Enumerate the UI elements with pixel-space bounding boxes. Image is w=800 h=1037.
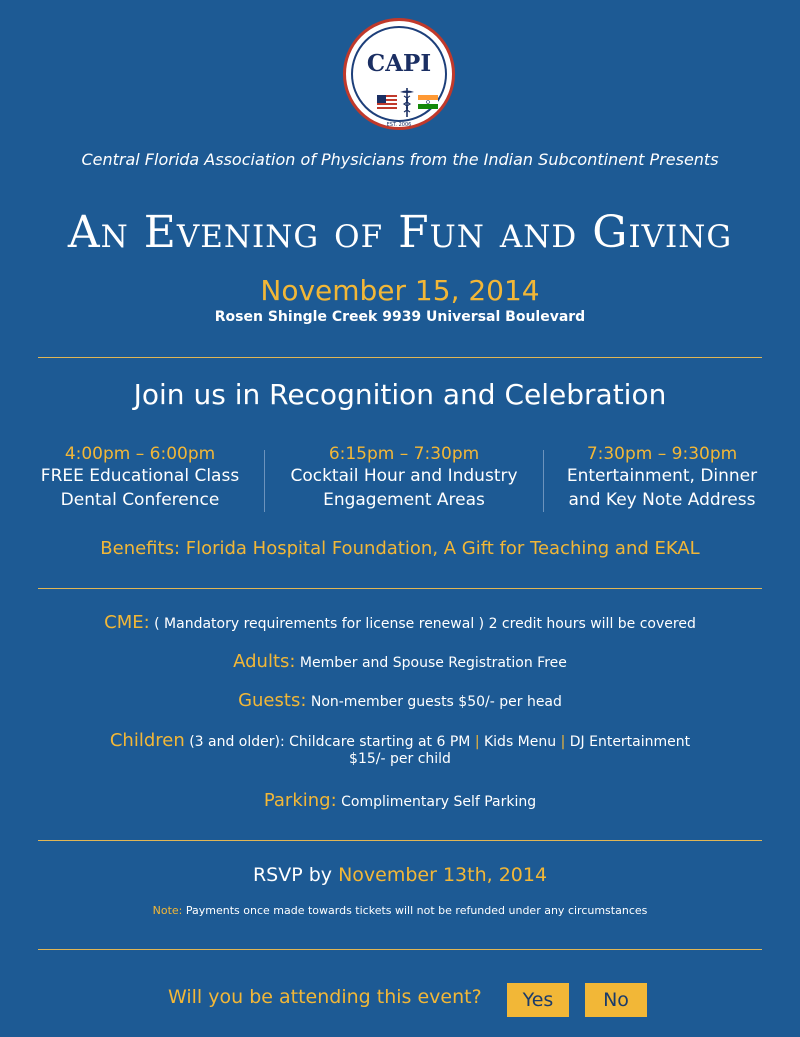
- schedule-time: 7:30pm – 9:30pm: [586, 444, 738, 464]
- column-separator: [264, 450, 265, 512]
- parking-text: Complimentary Self Parking: [341, 794, 537, 810]
- rsvp-date: November 13th, 2014: [338, 864, 548, 886]
- schedule-desc: FREE Educational Class: [40, 466, 240, 486]
- presenter-line: Central Florida Association of Physicians from the Indian Subcontinent Presents: [81, 150, 719, 169]
- caduceus-icon: [399, 86, 415, 118]
- yes-button[interactable]: Yes: [507, 983, 569, 1017]
- children-price: $15/- per child: [349, 751, 451, 767]
- benefits-line: Benefits: Florida Hospital Foundation, A Gift for Teaching and EKAL: [100, 538, 700, 559]
- guests-line: [0, 690, 800, 711]
- event-title: An Evening of Fun and Giving: [67, 207, 733, 258]
- india-flag-icon: [418, 95, 438, 109]
- separator: |: [560, 734, 566, 750]
- parking-line: [0, 790, 800, 811]
- schedule-desc: and Key Note Address: [568, 490, 756, 510]
- adults-line: [0, 651, 800, 672]
- note-text: Payments once made towards tickets will not be refunded under any circumstances: [185, 904, 648, 917]
- no-button[interactable]: No: [585, 983, 647, 1017]
- event-date: November 15, 2014: [260, 274, 540, 307]
- schedule-desc: Cocktail Hour and Industry: [290, 466, 518, 486]
- adults-label: Adults:: [233, 651, 296, 672]
- logo-text: CAPI: [366, 50, 432, 77]
- attendance-question: Will you be attending this event?: [168, 986, 482, 1008]
- rsvp-line: [0, 864, 800, 886]
- capi-logo: [343, 18, 455, 130]
- guests-text: Non-member guests $50/- per head: [310, 694, 562, 710]
- us-flag-icon: [377, 95, 397, 109]
- divider: [38, 588, 762, 589]
- join-heading: Join us in Recognition and Celebration: [133, 378, 667, 411]
- rsvp-prefix: RSVP by: [252, 864, 333, 886]
- children-text: DJ Entertainment: [569, 734, 691, 750]
- logo-tagline: EST. 2006: [386, 122, 412, 128]
- schedule-block-1: [10, 444, 270, 512]
- note-label: Note:: [152, 904, 183, 917]
- cme-text: ( Mandatory requirements for license renewal ) 2 credit hours will be covered: [154, 616, 696, 632]
- schedule-desc: Engagement Areas: [323, 490, 485, 510]
- divider: [38, 840, 762, 841]
- children-label: Children: [109, 730, 185, 751]
- refund-note: [0, 904, 800, 917]
- schedule-block-2: [274, 444, 534, 512]
- parking-label: Parking:: [263, 790, 337, 811]
- schedule-desc: Dental Conference: [60, 490, 220, 510]
- children-text: (3 and older): Childcare starting at 6 PM: [189, 734, 471, 750]
- divider: [38, 357, 762, 358]
- separator: |: [474, 734, 480, 750]
- children-line: [0, 730, 800, 767]
- children-text: Kids Menu: [483, 734, 557, 750]
- logo-ring: [351, 26, 447, 128]
- event-venue: Rosen Shingle Creek 9939 Universal Boulevard: [214, 309, 586, 325]
- cme-line: [0, 612, 800, 633]
- adults-text: Member and Spouse Registration Free: [299, 655, 567, 671]
- guests-label: Guests:: [238, 690, 307, 711]
- schedule-desc: Entertainment, Dinner: [566, 466, 758, 486]
- cme-label: CME:: [104, 612, 150, 633]
- schedule-block-3: [532, 444, 792, 512]
- divider: [38, 949, 762, 950]
- schedule-time: 6:15pm – 7:30pm: [328, 444, 480, 464]
- schedule-time: 4:00pm – 6:00pm: [64, 444, 216, 464]
